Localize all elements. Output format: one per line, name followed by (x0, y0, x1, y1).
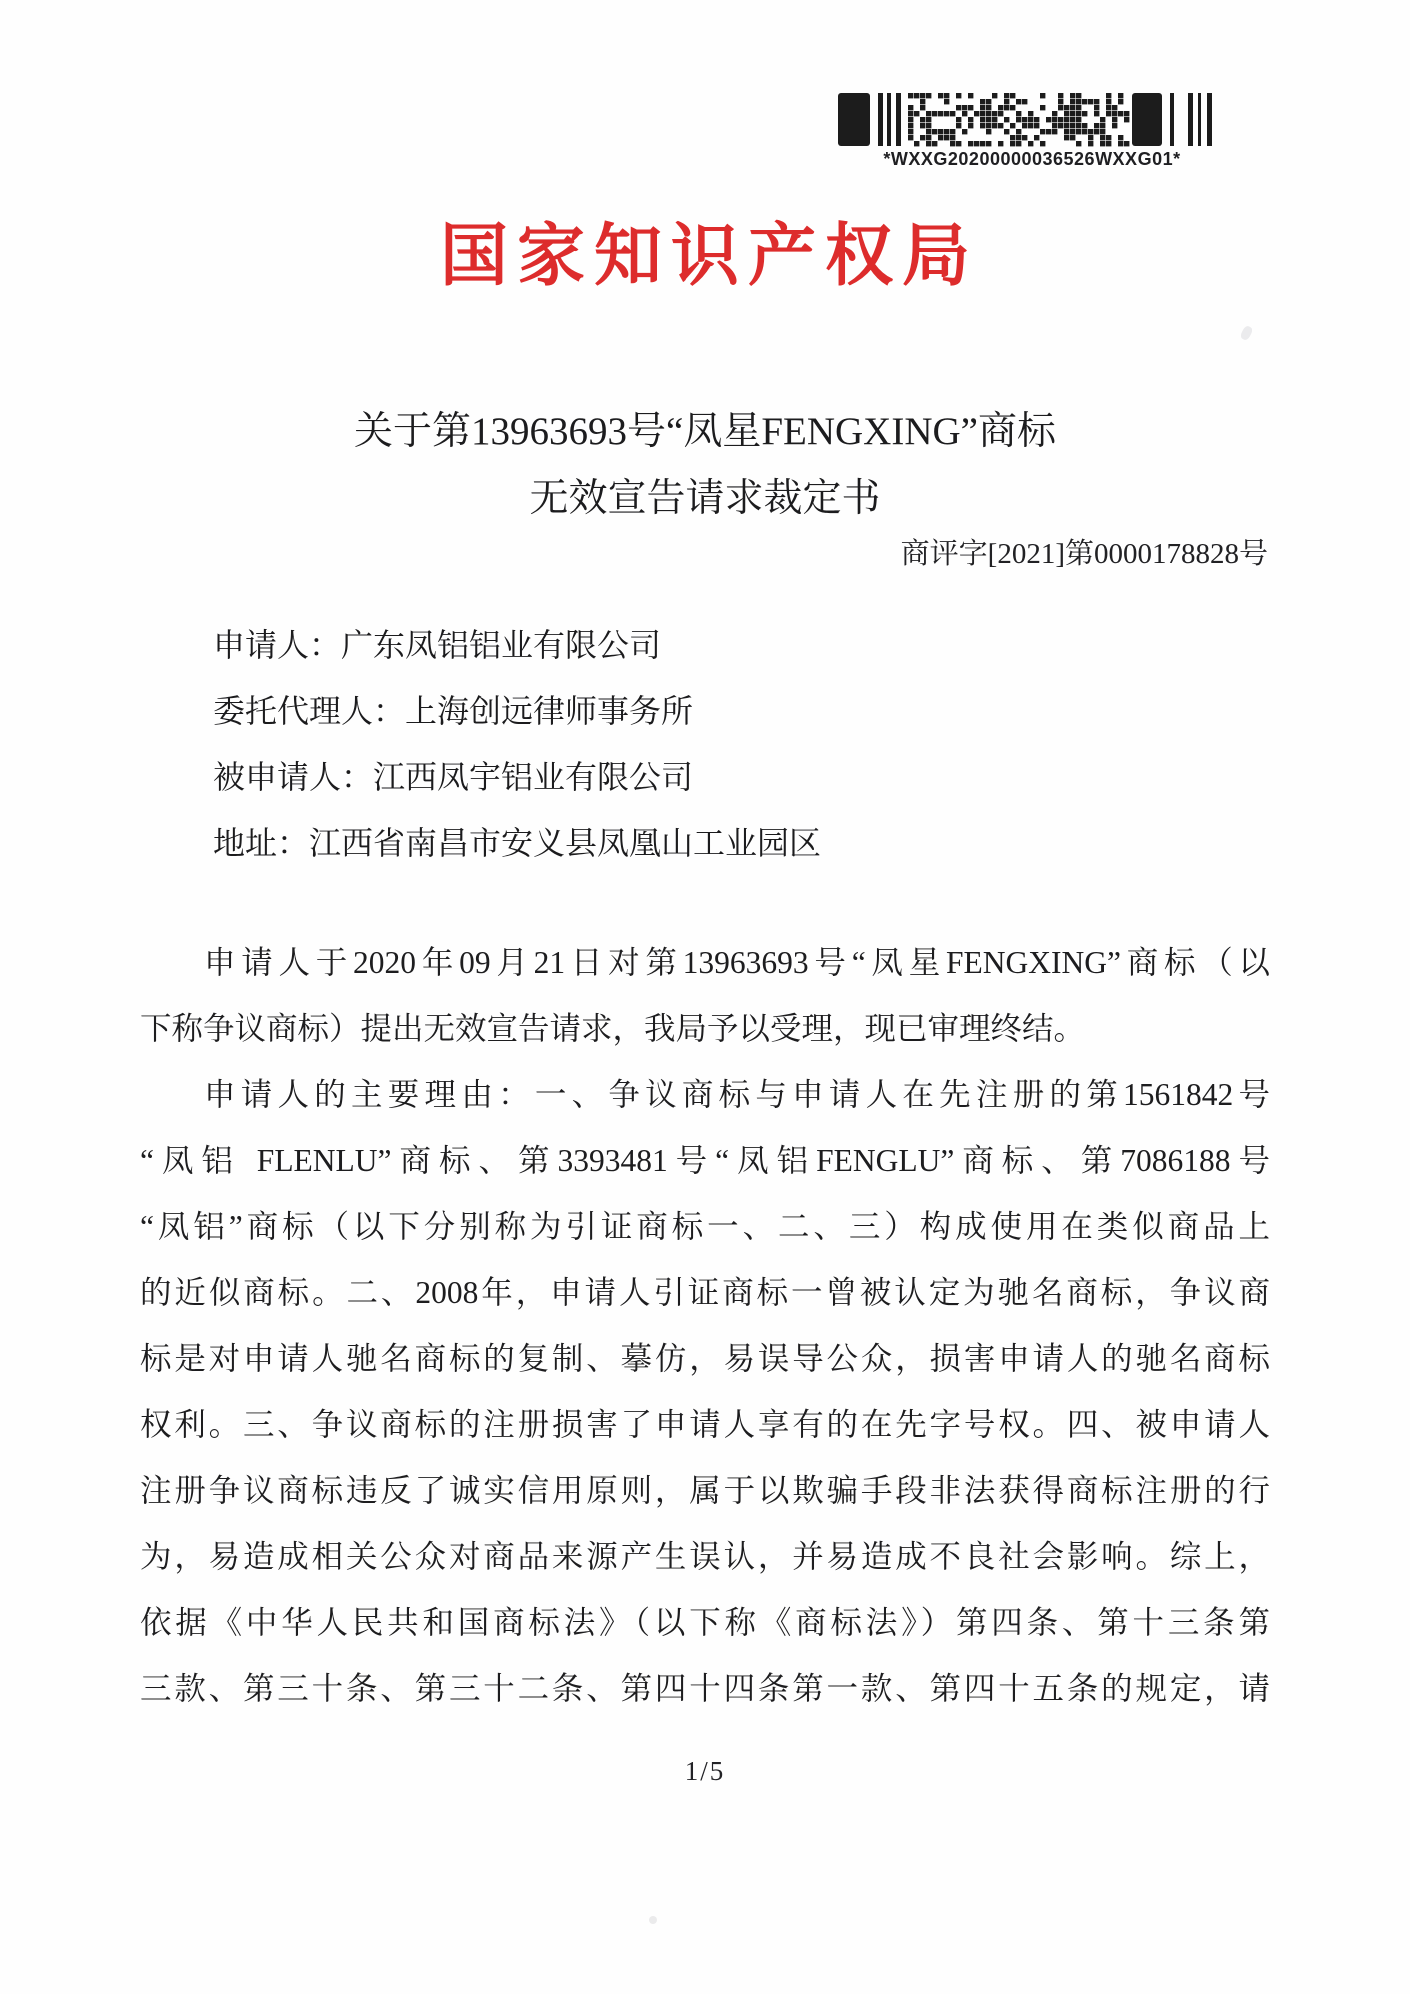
barcode-block (836, 92, 1228, 170)
paragraph2-line: 依据《中华人民共和国商标法》（以下称《商标法》）第四条、第十三条第 (140, 1605, 1270, 1640)
document-title-line2: 无效宣告请求裁定书 (529, 477, 881, 520)
paragraph2-line: “凤铝 FLENLU”商标、第3393481号“凤铝FENGLU”商标、第7086188号 (140, 1143, 1270, 1178)
paragraph2-line: 标是对申请人驰名商标的复制、摹仿，易误导公众，损害申请人的驰名商标 (140, 1341, 1270, 1376)
paragraph2-line: 权利。三、争议商标的注册损害了申请人享有的在先字号权。四、被申请人 (140, 1407, 1270, 1442)
document-title (0, 398, 1410, 532)
document-body (140, 930, 1270, 1722)
respondent-line: 被申请人：江西凤宇铝业有限公司 (213, 759, 694, 795)
scan-speck (1239, 325, 1254, 342)
case-number: 商评字[2021]第0000178828号 (900, 538, 1268, 570)
paragraph2-line: 的近似商标。二、2008年，申请人引证商标一曾被认定为驰名商标，争议商 (140, 1275, 1270, 1310)
barcode-text: *WXXG20200000036526WXXG01* (883, 149, 1181, 169)
agency-title: 国家知识产权局 (439, 218, 979, 294)
paragraph2-line: 申请人的主要理由：一、争议商标与申请人在先注册的第1561842号 (204, 1077, 1270, 1112)
agent-line: 委托代理人：上海创远律师事务所 (213, 693, 694, 729)
paragraph1-line: 申请人于2020年09月21日对第13963693号“凤星FENGXING”商标（以 (204, 945, 1270, 980)
document-title-line1: 关于第13963693号“凤星FENGXING”商标 (354, 410, 1056, 453)
respondent-address-line: 地址：江西省南昌市安义县凤凰山工业园区 (213, 825, 822, 861)
paragraph1-line: 下称争议商标）提出无效宣告请求，我局予以受理，现已审理终结。 (140, 1011, 1086, 1046)
paragraph2-line: “凤铝”商标（以下分别称为引证商标一、二、三）构成使用在类似商品上 (140, 1209, 1270, 1244)
parties-block (213, 612, 821, 876)
paragraph2-line: 注册争议商标违反了诚实信用原则，属于以欺骗手段非法获得商标注册的行 (140, 1473, 1270, 1508)
scan-speck (649, 1916, 657, 1924)
paragraph2-line: 三款、第三十条、第三十二条、第四十四条第一款、第四十五条的规定，请 (140, 1671, 1270, 1706)
page-number: 1/5 (684, 1756, 726, 1786)
paragraph2-line: 为，易造成相关公众对商品来源产生误认，并易造成不良社会影响。综上， (140, 1539, 1270, 1574)
applicant-line: 申请人：广东凤铝铝业有限公司 (213, 627, 662, 663)
barcode-image (836, 92, 1228, 148)
